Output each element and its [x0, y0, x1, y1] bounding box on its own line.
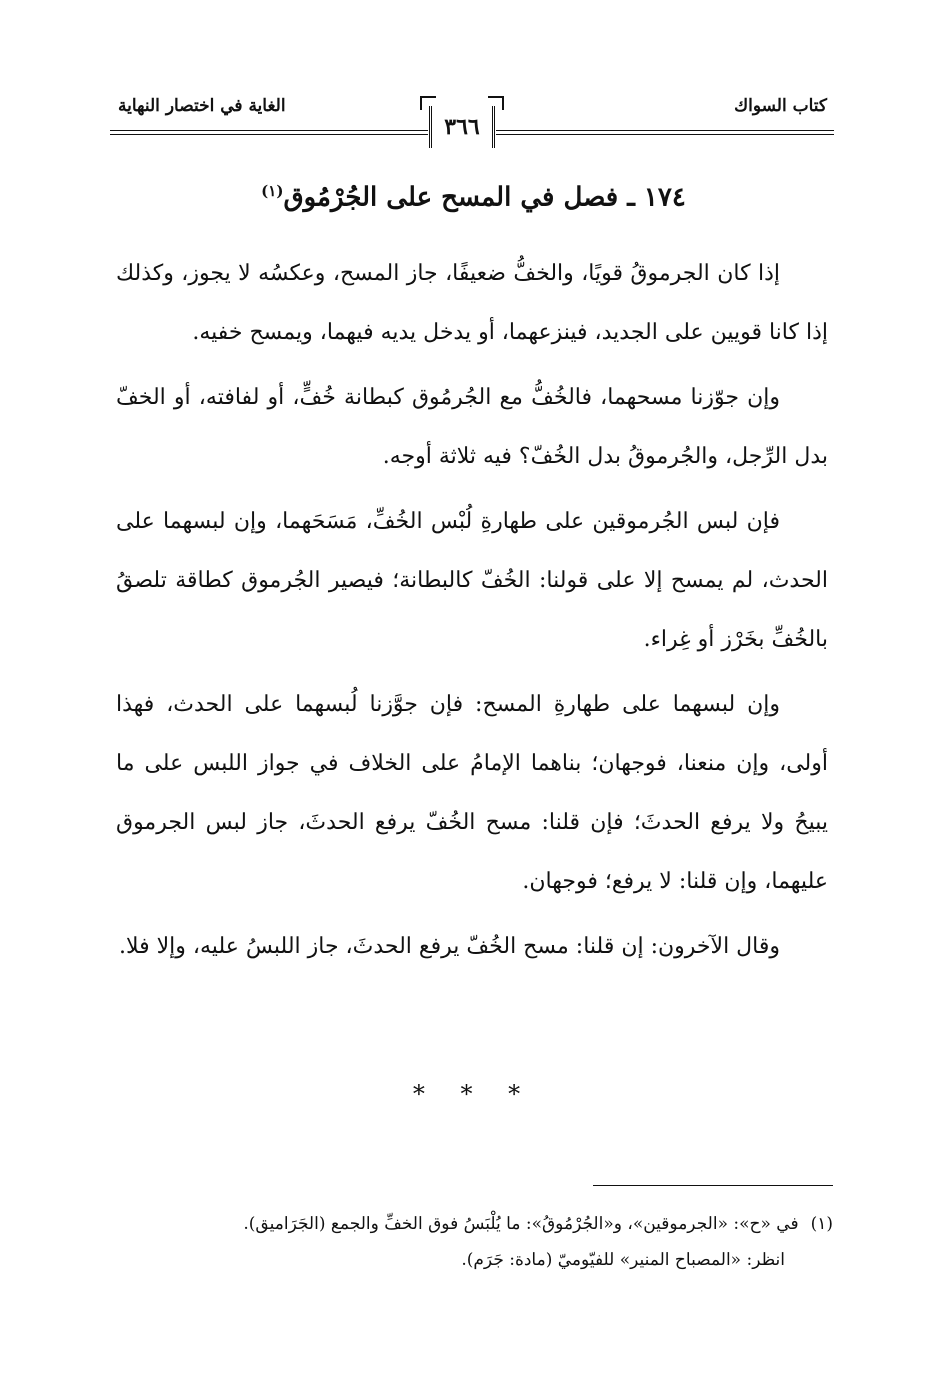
- main-text: [116, 244, 828, 976]
- running-head-book-title: كتاب السواك: [734, 96, 827, 116]
- header-rule-right: [496, 130, 834, 131]
- header-rule-right-lower: [496, 134, 834, 135]
- footnote-divider: [593, 1185, 833, 1186]
- page-number: ٣٦٦: [444, 114, 480, 140]
- chapter-title-text: ١٧٤ ـ فصل في المسح على الجُرْمُوق: [283, 182, 686, 213]
- header-rule-left-lower: [110, 134, 428, 135]
- header-rule-left: [110, 130, 428, 131]
- footnote: [110, 1206, 833, 1278]
- footnote-line-2: انظر: «المصباح المنير» للفيّوميّ (مادة: جَرَم).: [461, 1250, 785, 1270]
- paragraph: فإن لبس الجُرموقين على طهارةِ لُبْس الخُفِّ، مَسَحَهما، وإن لبسهما على الحدث، لم يمسح إلا على قولنا: الخُفّ كالبطانة؛ فيصير الجُرموق كطاقة تلصقُ بالخُفِّ بخَرْز أو غِراء.: [116, 509, 829, 652]
- paragraph: وقال الآخرون: إن قلنا: مسح الخُفّ يرفع الحدثَ، جاز اللبسُ عليه، وإلا فلا.: [119, 934, 780, 959]
- running-head-work-title: الغاية في اختصار النهاية: [118, 96, 286, 116]
- chapter-footnote-ref: (١): [261, 182, 284, 200]
- paragraph: وإن لبسهما على طهارةِ المسح: فإن جوَّزنا لُبسهما على الحدث، فهذا أولى، وإن منعنا، فوجهان؛ بناهما الإمامُ على الخلاف في جواز اللبس على ما يبيحُ ولا يرفع الحدثَ؛ فإن قلنا: مسح الخُفّ يرفع الحدثَ، جاز لبس الجرموق عليهما، وإن قلنا: لا يرفع؛ فوجهان.: [116, 692, 828, 894]
- chapter-title: [120, 182, 827, 213]
- paragraph: إذا كان الجرموقُ قويًا، والخفُّ ضعيفًا، جاز المسح، وعكسُه لا يجوز، وكذلك إذا كانا قويين على الجديد، فينزعهما، أو يدخل يديه فيهما، ويمسح خفيه.: [116, 261, 828, 345]
- section-separator: * * *: [412, 1080, 535, 1108]
- footnote-line-1: في «ح»: «الجرموقين»، و«الجُرْمُوقُ»: ما يُلْبَسُ فوق الخفِّ والجمع (الجَرَاميق).: [243, 1214, 799, 1234]
- paragraph: وإن جوّزنا مسحهما، فالخُفُّ مع الجُرمُوق كبطانة خُفٍّ، أو لفافته، أو الخفّ بدل الرِّجل، والجُرموقُ بدل الخُفّ؟ فيه ثلاثة أوجه.: [116, 385, 828, 469]
- page-number-frame: [421, 98, 503, 148]
- footnote-marker: (١): [810, 1214, 833, 1234]
